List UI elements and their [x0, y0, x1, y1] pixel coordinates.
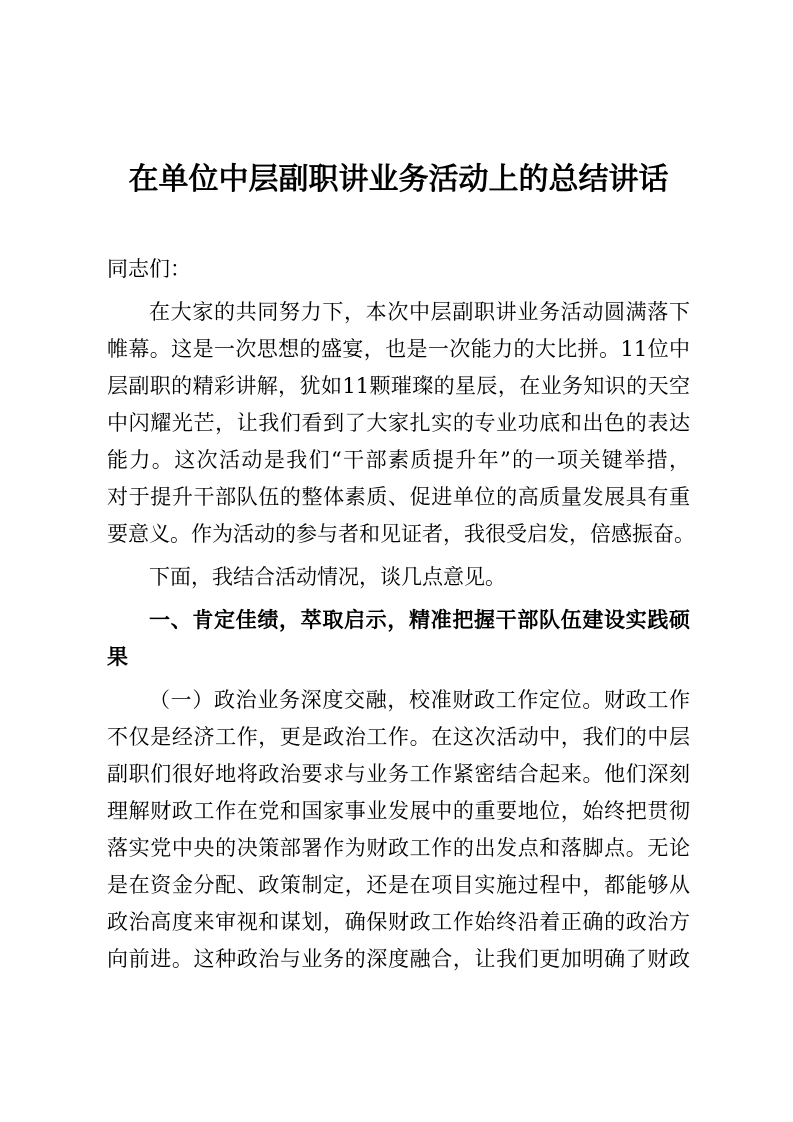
- greeting-paragraph: [107, 251, 690, 288]
- text-line: 副职们很好地将政治要求与业务工作紧密结合起来。他们深刻: [107, 762, 690, 786]
- text-line: 帷幕。这是一次思想的盛宴，也是一次能力的大比拼。11位中: [107, 337, 690, 361]
- text-line: 中闪耀光芒，让我们看到了大家扎实的专业功底和出色的表达: [107, 411, 690, 435]
- text-line: 对于提升干部队伍的整体素质、促进单位的高质量发展具有重: [107, 485, 690, 509]
- text-line: 落实党中央的决策部署作为财政工作的出发点和落脚点。无论: [107, 836, 690, 860]
- text-line: 不仅是经济工作，更是政治工作。在这次活动中，我们的中层: [107, 725, 690, 749]
- text-line: 要意义。作为活动的参与者和见证者，我很受启发，倍感振奋。: [107, 522, 695, 546]
- text-line: 一、肯定佳绩，萃取启示，精准把握干部队伍建设实践硕: [149, 608, 690, 632]
- text-line: 下面，我结合活动情况，谈几点意见。: [149, 565, 506, 589]
- body-paragraph: [107, 682, 690, 978]
- section-heading: [107, 602, 690, 676]
- document-title: 在单位中层副职讲业务活动上的总结讲话: [128, 162, 669, 197]
- text-line: 政治高度来审视和谋划，确保财政工作始终沿着正确的政治方: [107, 910, 690, 934]
- text-line: 理解财政工作在党和国家事业发展中的重要地位，始终把贯彻: [107, 799, 690, 823]
- text-line: 向前进。这种政治与业务的深度融合，让我们更加明确了财政: [107, 947, 690, 971]
- body-paragraph: [107, 294, 695, 553]
- greeting: 同志们：: [107, 257, 191, 281]
- text-line: 层副职的精彩讲解，犹如11颗璀璨的星辰，在业务知识的天空: [107, 374, 690, 398]
- document-body: [107, 251, 695, 984]
- text-line: 果: [107, 645, 128, 669]
- text-line: 是在资金分配、政策制定，还是在项目实施过程中，都能够从: [107, 873, 690, 897]
- text-line: 在大家的共同努力下，本次中层副职讲业务活动圆满落下: [149, 300, 690, 324]
- text-line: （一）政治业务深度交融，校准财政工作定位。财政工作: [149, 688, 690, 712]
- body-paragraph: [107, 559, 690, 596]
- text-line: 能力。这次活动是我们“干部素质提升年”的一项关键举措，: [107, 448, 690, 472]
